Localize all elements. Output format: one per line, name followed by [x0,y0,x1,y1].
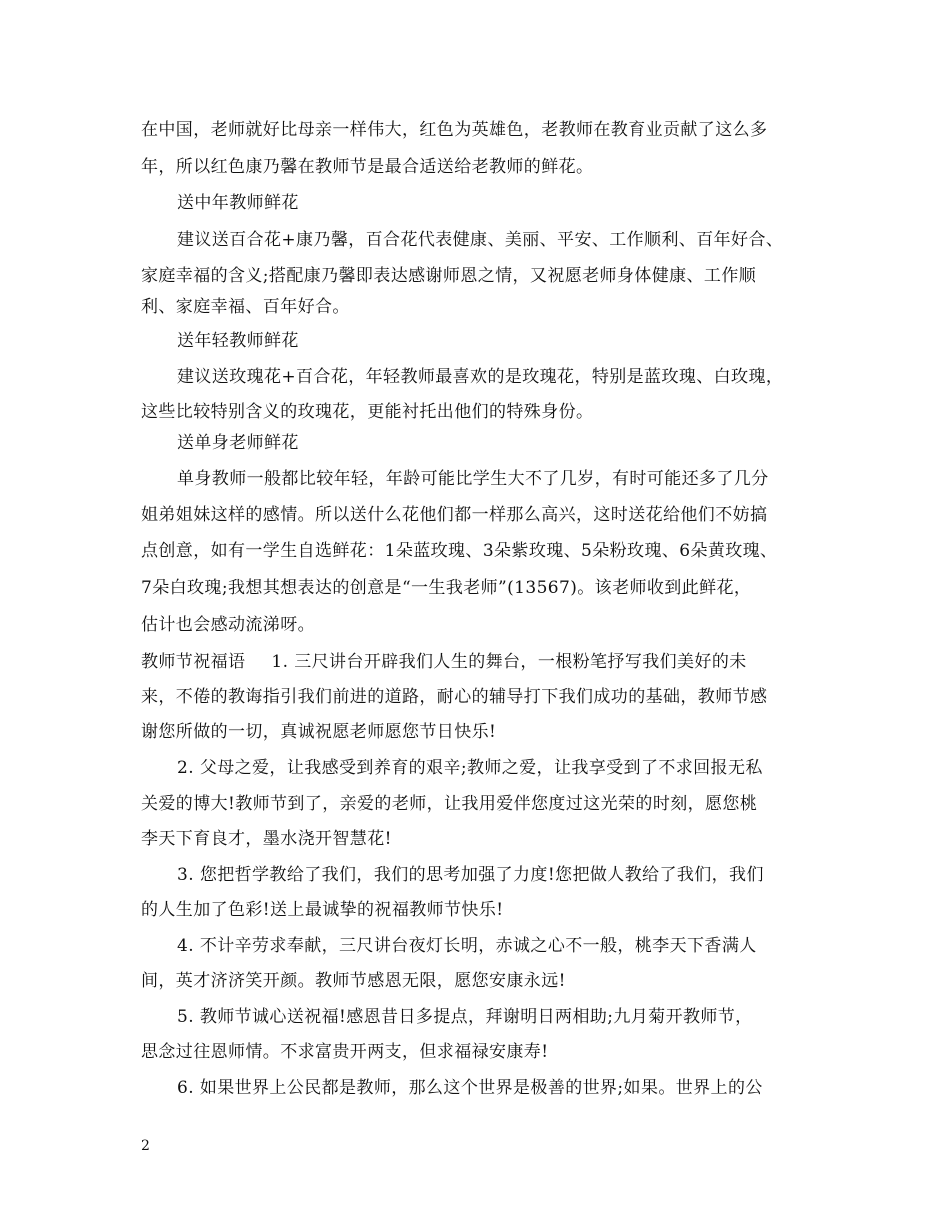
section-heading: 送中年教师鲜花 [177,193,299,213]
text-line: 4. 不计辛劳求奉献，三尺讲台夜灯长明，赤诚之心不一般，桃李天下香满人 [177,936,757,956]
blessing-1-start: 1. 三尺讲台开辟我们人生的舞台，一根粉笔抒写我们美好的未 [271,652,747,672]
text-line [141,651,747,673]
text-line: 年，所以红色康乃馨在教师节是最合适送给老教师的鲜花。 [141,157,594,177]
text-line: 2. 父母之爱，让我感受到养育的艰辛;教师之爱，让我享受到了不求回报无私 [177,758,763,778]
text-line: 李天下育良才，墨水浇开智慧花! [141,829,392,849]
text-line: 思念过往恩师情。不求富贵开两支，但求福禄安康寿! [141,1042,549,1062]
text-line: 7朵白玫瑰;我想其想表达的创意是“一生我老师”(13567)。该老师收到此鲜花， [141,578,752,598]
text-line: 家庭幸福的含义;搭配康乃馨即表达感谢师恩之情，又祝愿老师身体健康、工作顺 [141,266,757,286]
text-line: 估计也会感动流涕呀。 [141,615,315,635]
text-line: 建议送玫瑰花+百合花，年轻教师最喜欢的是玫瑰花，特别是蓝玫瑰、白玫瑰， [177,367,784,387]
blessings-heading: 教师节祝福语 [141,652,246,672]
text-line: 利、家庭幸福、百年好合。 [141,297,350,317]
text-line: 6. 如果世界上公民都是教师，那么这个世界是极善的世界;如果。世界上的公 [177,1078,763,1098]
text-line: 点创意，如有一学生自选鲜花：1朵蓝玫瑰、3朵紫玫瑰、5朵粉玫瑰、6朵黄玫瑰、 [141,541,778,561]
section-heading: 送单身老师鲜花 [177,433,299,453]
text-line: 5. 教师节诚心送祝福!感恩昔日多提点，拜谢明日两相助;九月菊开教师节， [177,1007,753,1027]
text-line: 这些比较特别含义的玫瑰花，更能衬托出他们的特殊身份。 [141,402,594,422]
page-number: 2 [141,1138,150,1154]
text-line: 建议送百合花+康乃馨，百合花代表健康、美丽、平安、工作顺利、百年好合、 [177,230,784,250]
text-line: 姐弟姐妹这样的感情。所以送什么花他们都一样那么高兴，这时送花给他们不妨搞 [141,505,768,525]
text-line: 谢您所做的一切，真诚祝愿老师愿您节日快乐! [141,722,497,742]
text-line: 关爱的博大!教师节到了，亲爱的老师，让我用爱伴您度过这光荣的时刻，愿您桃 [141,794,758,814]
text-line: 的人生加了色彩!送上最诚挚的祝福教师节快乐! [141,900,504,920]
section-heading: 送年轻教师鲜花 [177,331,299,351]
text-line: 在中国，老师就好比母亲一样伟大，红色为英雄色，老教师在教育业贡献了这么多 [141,120,768,140]
text-line: 单身教师一般都比较年轻，年龄可能比学生大不了几岁，有时可能还多了几分 [177,469,769,489]
text-line: 来，不倦的教诲指引我们前进的道路，耐心的辅导打下我们成功的基础，教师节感 [141,687,768,707]
text-line: 3. 您把哲学教给了我们，我们的思考加强了力度!您把做人教给了我们，我们 [177,865,764,885]
text-line: 间，英才济济笑开颜。教师节感恩无限，愿您安康永远! [141,971,566,991]
